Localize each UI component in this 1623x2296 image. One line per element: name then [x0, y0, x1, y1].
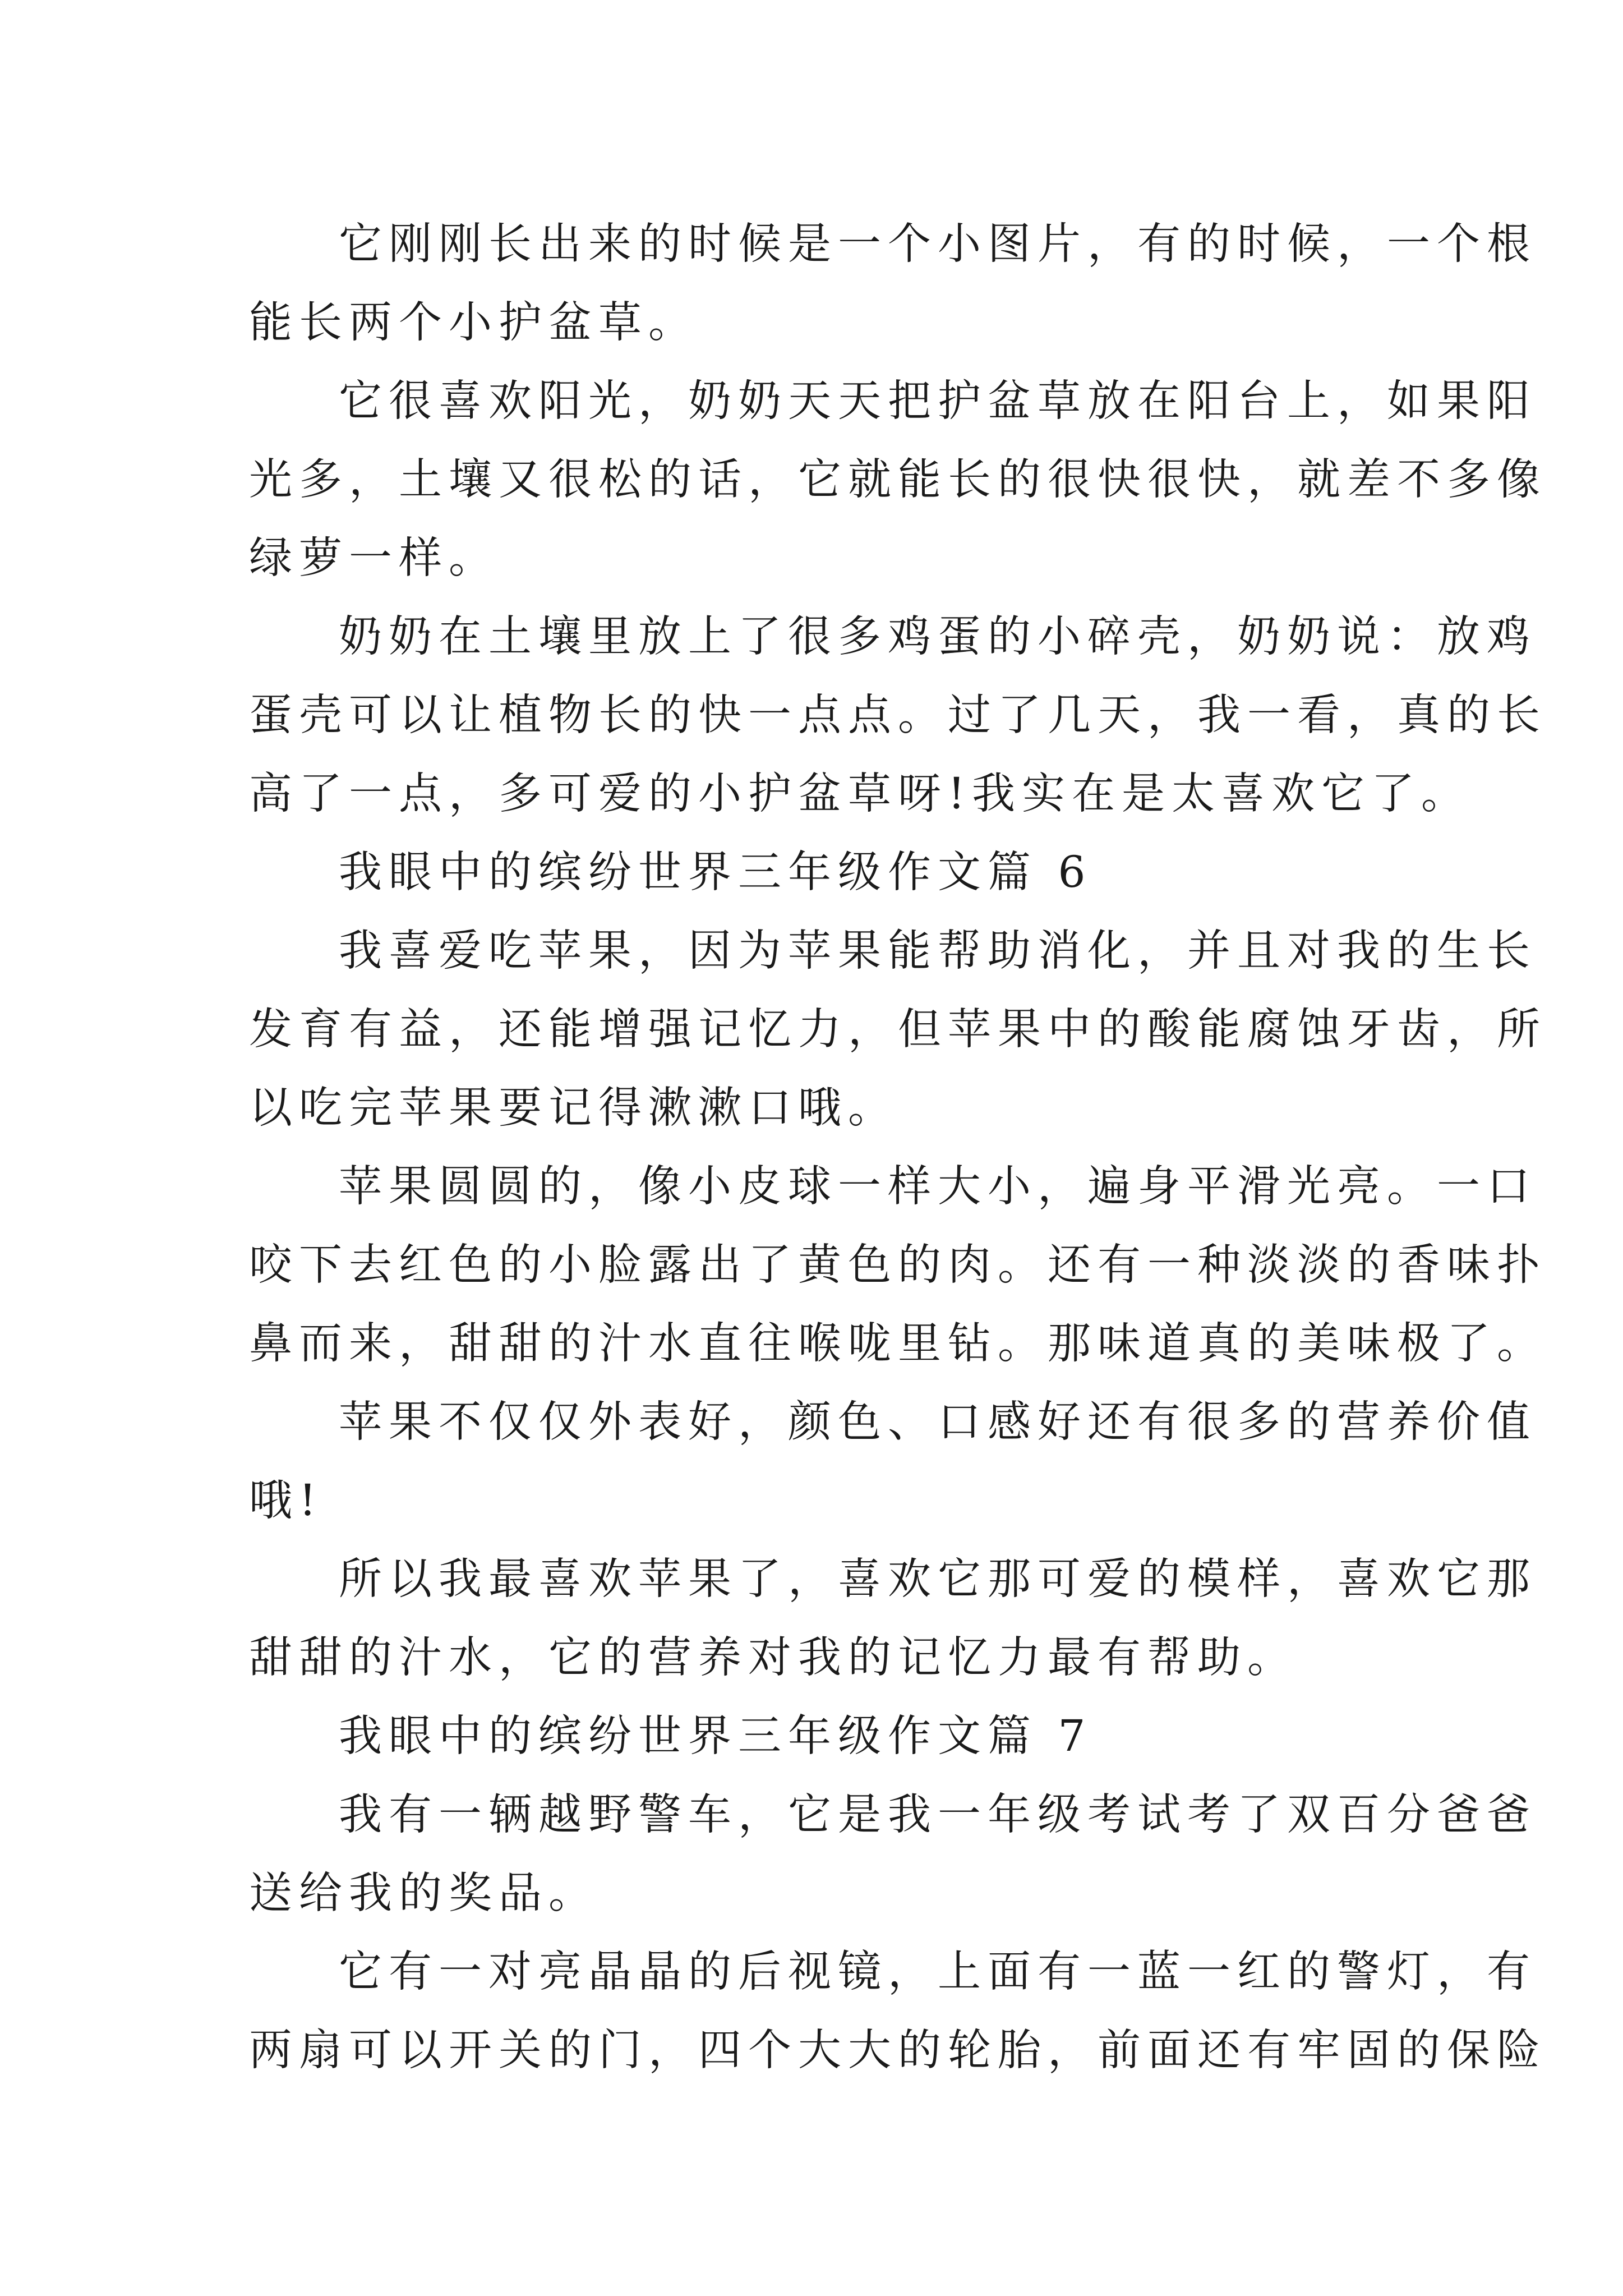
section-heading: 我眼中的缤纷世界三年级作文篇 7 — [339, 1711, 1092, 1761]
section-heading: 我眼中的缤纷世界三年级作文篇 6 — [339, 848, 1092, 898]
text-line: 蛋壳可以让植物长的快一点点。过了几天，我一看，真的长 — [249, 691, 1547, 740]
text-line: 它很喜欢阳光，奶奶天天把护盆草放在阳台上，如果阳 — [339, 376, 1537, 426]
text-line: 奶奶在土壤里放上了很多鸡蛋的小碎壳，奶奶说：放鸡 — [339, 612, 1537, 662]
text-line: 甜甜的汁水，它的营养对我的记忆力最有帮助。 — [249, 1633, 1297, 1683]
text-line: 鼻而来，甜甜的汁水直往喉咙里钻。那味道真的美味极了。 — [249, 1319, 1547, 1369]
text-line: 绿萝一样。 — [249, 533, 499, 583]
text-line: 光多，土壤又很松的话，它就能长的很快很快，就差不多像 — [249, 455, 1547, 505]
text-line: 高了一点，多可爱的小护盆草呀!我实在是太喜欢它了。 — [249, 769, 1471, 819]
text-line: 咬下去红色的小脸露出了黄色的肉。还有一种淡淡的香味扑 — [249, 1240, 1547, 1290]
text-line: 我有一辆越野警车，它是我一年级考试考了双百分爸爸 — [339, 1790, 1537, 1840]
text-line: 哦! — [249, 1476, 323, 1526]
essay-text-column — [249, 205, 1547, 2090]
text-line: 发育有益，还能增强记忆力，但苹果中的酸能腐蚀牙齿，所 — [249, 1005, 1547, 1055]
text-line: 它有一对亮晶晶的后视镜，上面有一蓝一红的警灯，有 — [339, 1947, 1537, 1997]
text-line: 所以我最喜欢苹果了，喜欢它那可爱的模样，喜欢它那 — [339, 1554, 1537, 1604]
text-line: 苹果圆圆的，像小皮球一样大小，遍身平滑光亮。一口 — [339, 1162, 1537, 1212]
text-line: 两扇可以开关的门，四个大大的轮胎，前面还有牢固的保险 — [249, 2026, 1547, 2076]
text-line: 送给我的奖品。 — [249, 1869, 598, 1918]
text-line: 苹果不仅仅外表好，颜色、口感好还有很多的营养价值 — [339, 1397, 1537, 1447]
text-line: 它刚刚长出来的时候是一个小图片，有的时候，一个根 — [339, 219, 1537, 269]
text-line: 以吃完苹果要记得漱漱口哦。 — [249, 1083, 898, 1133]
text-line: 能长两个小护盆草。 — [249, 298, 698, 348]
text-line: 我喜爱吃苹果，因为苹果能帮助消化，并且对我的生长 — [339, 926, 1537, 976]
